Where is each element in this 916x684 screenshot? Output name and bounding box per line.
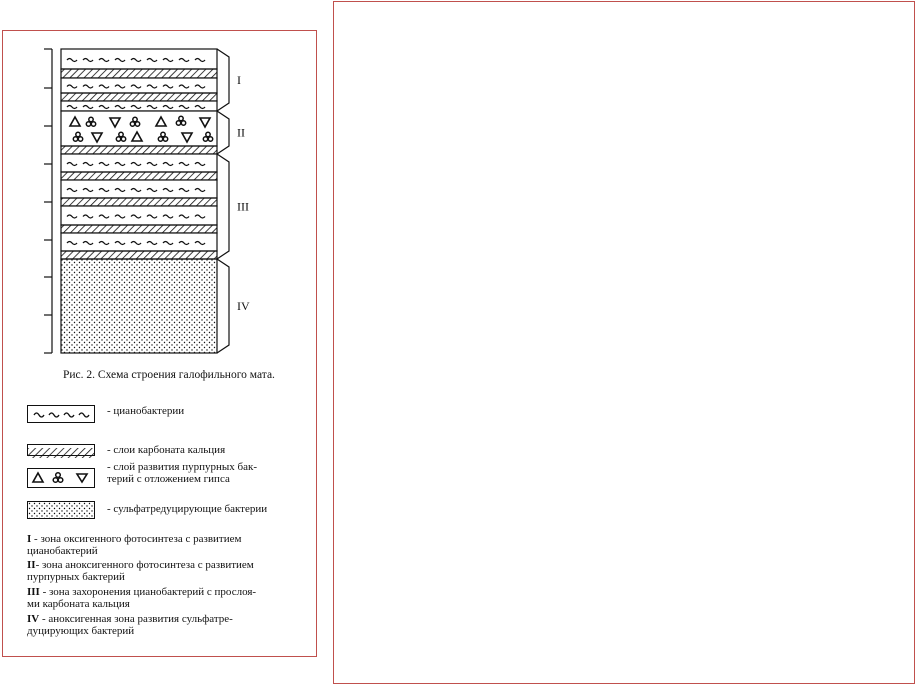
calcium-carbonate-layer — [61, 146, 217, 154]
legend-label: - слой развития пурпурных бак- терий с отложением гипса — [107, 461, 258, 485]
calcium-carbonate-layer — [61, 69, 217, 78]
triangle-clover-pattern-swatch — [27, 468, 95, 488]
figure-caption: Рис. 2. Схема строения галофильного мата. — [63, 369, 275, 381]
depth-scale — [44, 49, 52, 353]
legend-label: - цианобактерии — [107, 405, 185, 417]
zone-label-I: I — [237, 73, 241, 87]
calcium-carbonate-layer — [61, 172, 217, 180]
dots-pattern-swatch — [27, 501, 95, 519]
calcium-carbonate-layer — [61, 198, 217, 206]
sulfate-reducing-layer — [61, 259, 217, 353]
zone-brackets — [217, 49, 250, 353]
zone-description-II: II- зона аноксигенного фотосинтеза с развитием пурпурных бактерий — [27, 559, 254, 583]
blank-panel — [333, 1, 915, 684]
zone-description-I: I - зона оксигенного фотосинтеза с развитием цианобактерий — [27, 533, 242, 557]
figure-panel — [2, 30, 317, 657]
mat-column — [61, 49, 217, 353]
hatch-pattern-swatch — [27, 444, 95, 456]
wave-pattern-swatch — [27, 405, 95, 423]
calcium-carbonate-layer — [61, 251, 217, 259]
zone-description-III: III - зона захоронения цианобактерий с прослоя- ми карбоната кальция — [27, 586, 257, 610]
mat-structure-diagram — [3, 31, 318, 361]
legend-label: - слои карбоната кальция — [107, 444, 226, 456]
legend-label: - сульфатредуцирующие бактерии — [107, 503, 268, 515]
zone-label-III: III — [237, 199, 249, 214]
zone-description-IV: IV - аноксигенная зона развития сульфатре- дуцирующих бактерий — [27, 613, 233, 637]
zone-label-IV: IV — [237, 299, 250, 313]
calcium-carbonate-layer — [61, 225, 217, 233]
calcium-carbonate-layer — [61, 93, 217, 101]
zone-label-II: II — [237, 125, 245, 140]
